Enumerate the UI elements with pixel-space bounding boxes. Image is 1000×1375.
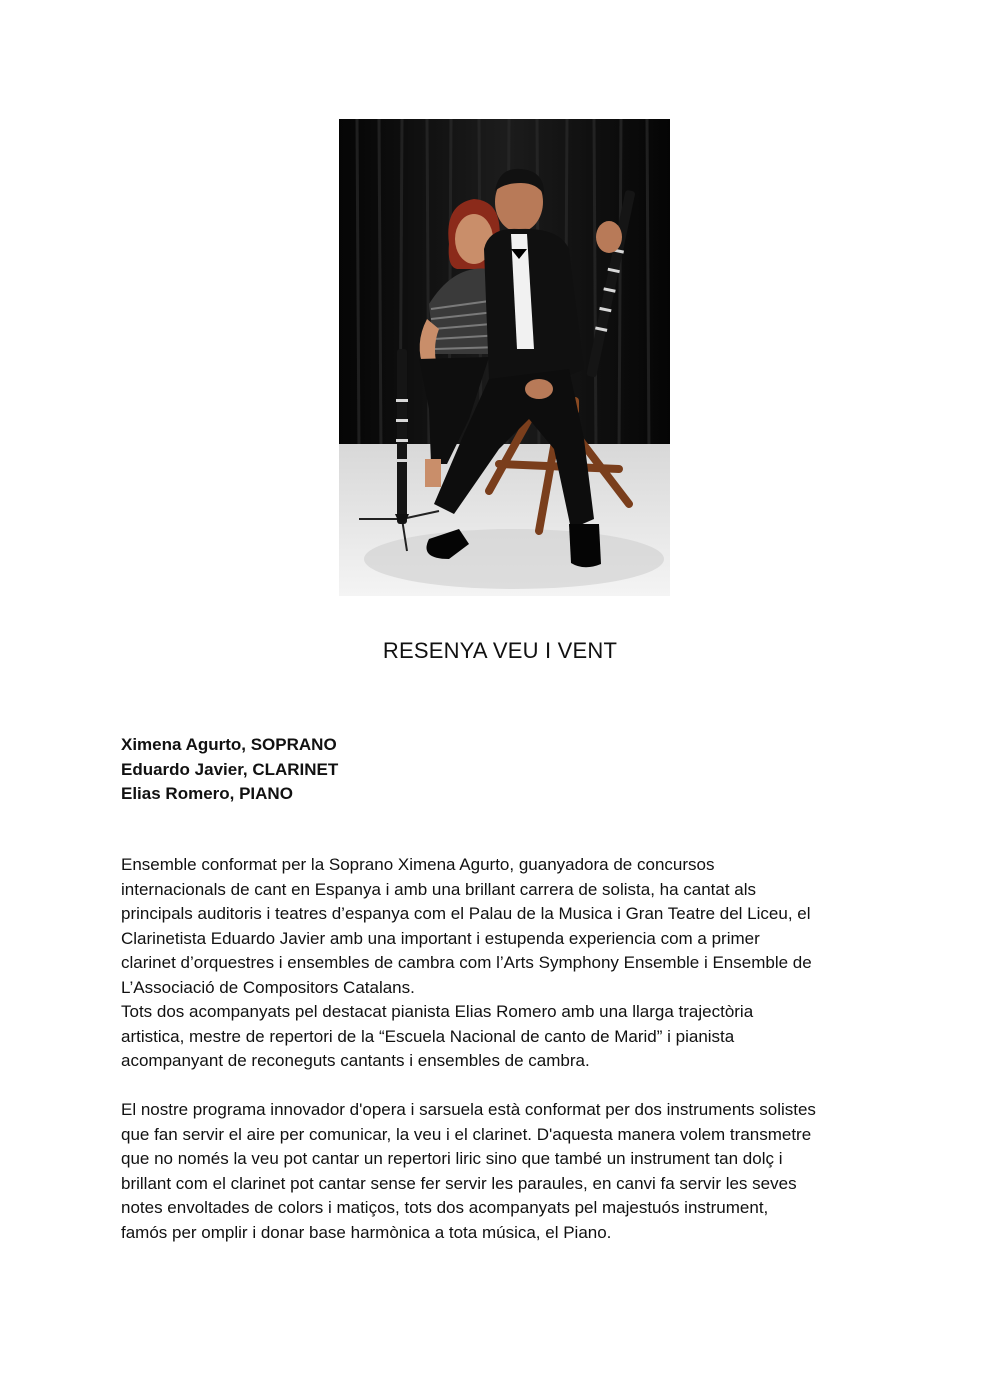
performer-soprano: Ximena Agurto, SOPRANO [121, 735, 337, 754]
ensemble-description [121, 853, 812, 1074]
text-line: acompanyant de reconeguts cantants i ensembles de cambra. [121, 1051, 590, 1070]
text-line: brillant com el clarinet pot cantar sense fer servir les paraules, en canvi fa servir les seves [121, 1173, 797, 1193]
text-line: notes envoltades de colors i matiços, tots dos acompanyats pel majestuós instrument, [121, 1198, 769, 1217]
performers-list [121, 733, 338, 807]
text-line: El nostre programa innovador d'opera i sarsuela està conformat per dos instruments solistes [121, 1100, 816, 1119]
text-line: clarinet d’orquestres i ensembles de cambra com l’Arts Symphony Ensemble i Ensemble de [121, 953, 812, 972]
text-line: Ensemble conformat per la Soprano Ximena Agurto, guanyadora de concursos [121, 855, 715, 874]
text-line: que no només la veu pot cantar un repertori liric sino que també un instrument tan dolç i [121, 1149, 783, 1168]
text-line: que fan servir el aire per comunicar, la veu i el clarinet. D'aquesta manera volem transmetre [121, 1124, 812, 1144]
performer-clarinet: Eduardo Javier, CLARINET [121, 759, 339, 779]
text-line: Tots dos acompanyats pel destacat pianista Elias Romero amb una llarga trajectòria [121, 1002, 754, 1021]
page-heading: RESENYA VEU I VENT [382, 638, 618, 663]
duo-photo [339, 119, 670, 596]
text-line: artistica, mestre de repertori de la “Escuela Nacional de canto de Marid” i pianista [121, 1026, 735, 1046]
text-line: L’Associació de Compositors Catalans. [121, 977, 415, 997]
text-line: internacionals de cant en Espanya i amb una brillant carrera de solista, ha cantat als [121, 879, 757, 899]
program-description [121, 1098, 816, 1245]
text-line: principals auditoris i teatres d’espanya com el Palau de la Musica i Gran Teatre del Liceu, el [121, 904, 811, 923]
text-line: Clarinetista Eduardo Javier amb una important i estupenda experiencia com a primer [121, 928, 760, 948]
performer-piano: Elias Romero, PIANO [121, 784, 293, 803]
text-line: famós per omplir i donar base harmònica a tota música, el Piano. [121, 1222, 612, 1242]
